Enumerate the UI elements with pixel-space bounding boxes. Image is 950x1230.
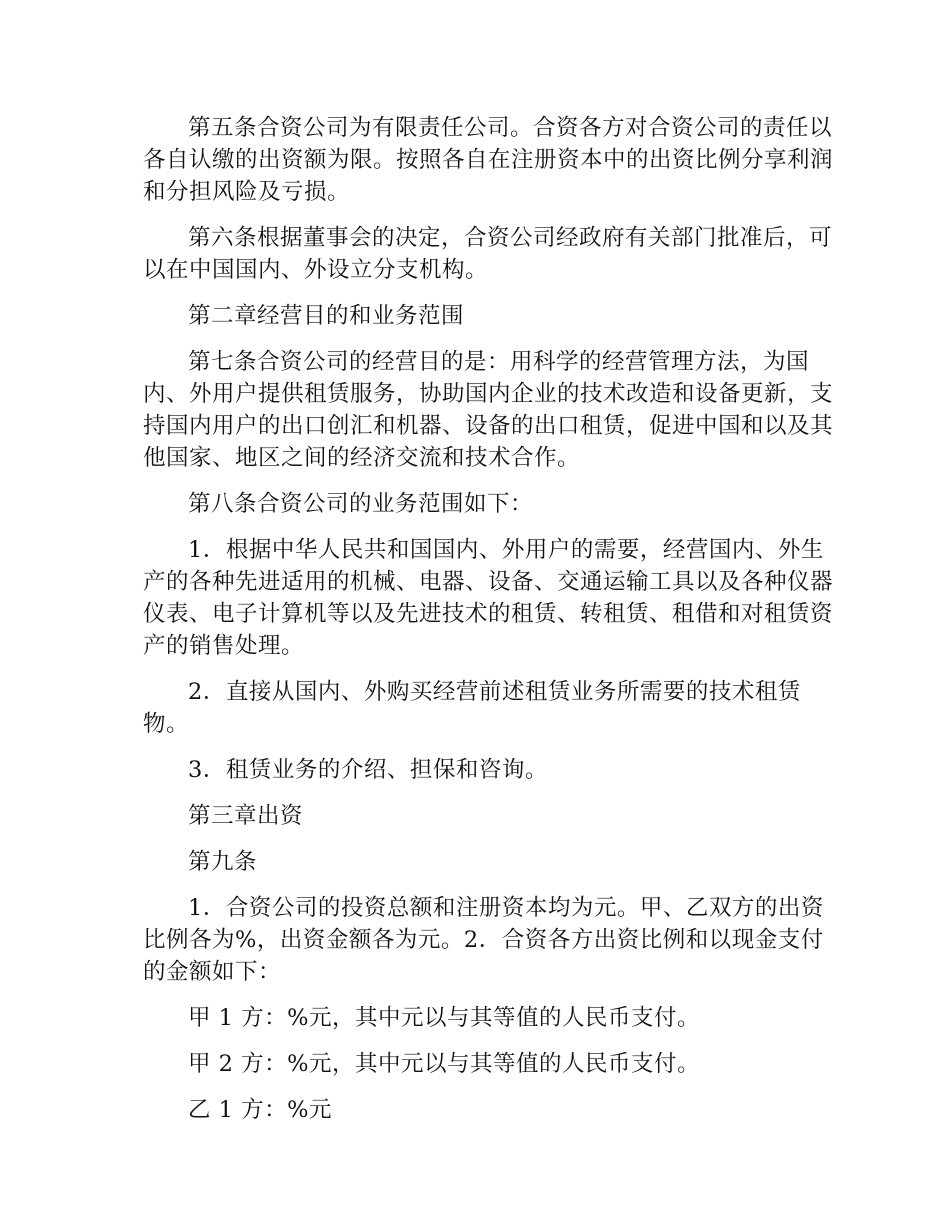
article-5-paragraph: 第五条合资公司为有限责任公司。合资各方对合资公司的责任以各自认缴的出资额为限。按照各自在注册资本中的出资比例分享利润和分担风险及亏损。	[143, 115, 834, 205]
article-6-paragraph: 第六条根据董事会的决定，合资公司经政府有关部门批准后，可以在中国国内、外设立分支机构。	[143, 225, 833, 283]
chapter-2-heading: 第二章经营目的和业务范围	[188, 303, 465, 329]
article-7-paragraph: 第七条合资公司的经营目的是：用科学的经营管理方法，为国内、外用户提供租赁服务，协助国内企业的技术改造和设备更新，支持国内用户的出口创汇和机器、设备的出口租赁，促进中国和以及其他国家、地区之间的经济交流和技术合作。	[143, 349, 834, 471]
party-b1-contribution: 乙 1 方：%元	[188, 1097, 332, 1123]
document-page	[143, 112, 833, 1140]
chapter-3-heading: 第三章出资	[188, 803, 304, 829]
party-a1-contribution: 甲 1 方：%元，其中元以与其等值的人民币支付。	[188, 1005, 700, 1031]
article-8-paragraph: 第八条合资公司的业务范围如下：	[188, 491, 534, 517]
article-8-item-2: 2．直接从国内、外购买经营前述租赁业务所需要的技术租赁物。	[143, 679, 801, 737]
article-8-item-1: 1．根据中华人民共和国国内、外用户的需要，经营国内、外生产的各种先进适用的机械、电器、设备、交通运输工具以及各种仪器仪表、电子计算机等以及先进技术的租赁、转租赁、租借和对租赁资产的销售处理。	[143, 537, 834, 659]
party-a2-contribution: 甲 2 方：%元，其中元以与其等值的人民币支付。	[188, 1051, 700, 1077]
article-9-item-1: 1．合资公司的投资总额和注册资本均为元。甲、乙双方的出资比例各为%，出资金额各为元。2．合资各方出资比例和以现金支付的金额如下：	[143, 895, 824, 985]
article-8-item-3: 3．租赁业务的介绍、担保和咨询。	[188, 757, 548, 783]
article-9-heading: 第九条	[188, 849, 258, 875]
